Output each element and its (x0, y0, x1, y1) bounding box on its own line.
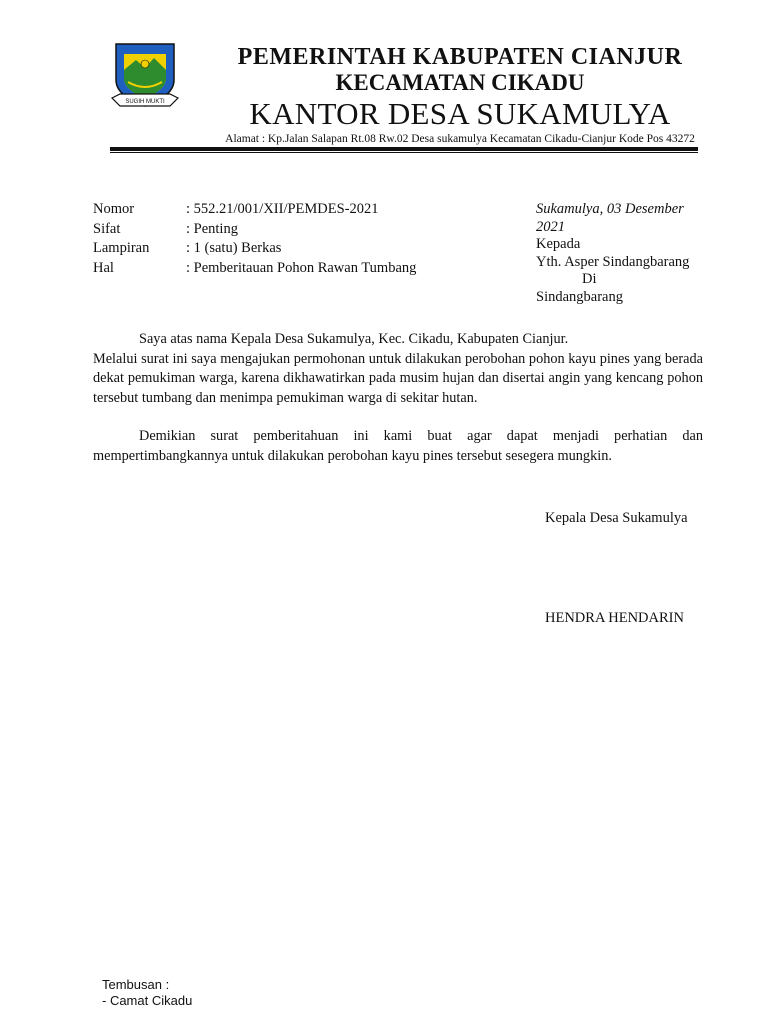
cc-label: Tembusan : (102, 977, 170, 992)
recipient-name: Yth. Asper Sindangbarang (536, 253, 690, 270)
meta-row-subject (93, 259, 416, 279)
meta-key: Nomor (93, 201, 135, 217)
recipient-di: Di (582, 271, 597, 287)
meta-key: Hal (93, 259, 114, 276)
body-opening-line: Saya atas nama Kepala Desa Sukamulya, Kec. Cikadu, Kabupaten Cianjur. (139, 331, 569, 347)
meta-key: Lampiran (93, 240, 150, 256)
meta-row-number (93, 200, 416, 220)
meta-key: Sifat (93, 220, 121, 237)
recipient-to: Kepada (536, 236, 581, 252)
meta-value: : 552.21/001/XII/PEMDES-2021 (186, 201, 379, 217)
header-office: KANTOR DESA SUKAMULYA (249, 96, 671, 131)
header-address: Alamat : Kp.Jalan Salapan Rt.08 Rw.02 Desa sukamulya Kecamatan Cikadu-Cianjur Kode Pos 43272 (225, 133, 695, 145)
meta-value: : Pemberitauan Pohon Rawan Tumbang (186, 259, 417, 276)
header-divider-thick (110, 147, 698, 151)
emblem-banner-text: SUGIH MUKTI (125, 99, 165, 105)
body-paragraph-closing: Demikian surat pemberitahuan ini kami buat agar dapat menjadi perhatian dan mempertimbangkannya untuk dilakukan perobohan kayu pines tersebut sesegera mungkin. (93, 428, 703, 464)
letter-body (93, 330, 703, 467)
letter-date: Sukamulya, 03 Desember 2021 (536, 201, 684, 235)
body-paragraph-request: Melalui surat ini saya mengajukan permohonan untuk dilakukan perobohan pohon kayu pines yang berada dekat pemukiman warga, karena dikhawatirkan pada musim hujan dan disertai angin yang kencang pohon tersebut tumbang dan menimpa pemukiman warga di sekitar hutan. (93, 350, 703, 406)
letter-meta (93, 200, 416, 278)
paragraph-gap (93, 408, 703, 427)
cc-item: - Camat Cikadu (102, 993, 193, 1008)
meta-row-attachment (93, 239, 416, 259)
recipient-block (536, 201, 708, 305)
carbon-copy (102, 977, 192, 1009)
meta-value: : Penting (186, 220, 238, 237)
meta-value: : 1 (satu) Berkas (186, 240, 282, 256)
regency-emblem-icon (110, 40, 180, 114)
signature-name: HENDRA HENDARIN (545, 610, 684, 626)
signature-title: Kepala Desa Sukamulya (545, 510, 688, 526)
header-government: PEMERINTAH KABUPATEN CIANJUR (237, 44, 683, 70)
meta-row-nature (93, 220, 416, 240)
recipient-place: Sindangbarang (536, 288, 623, 305)
header-district: KECAMATAN CIKADU (335, 70, 585, 95)
header-divider-thin (110, 152, 698, 153)
